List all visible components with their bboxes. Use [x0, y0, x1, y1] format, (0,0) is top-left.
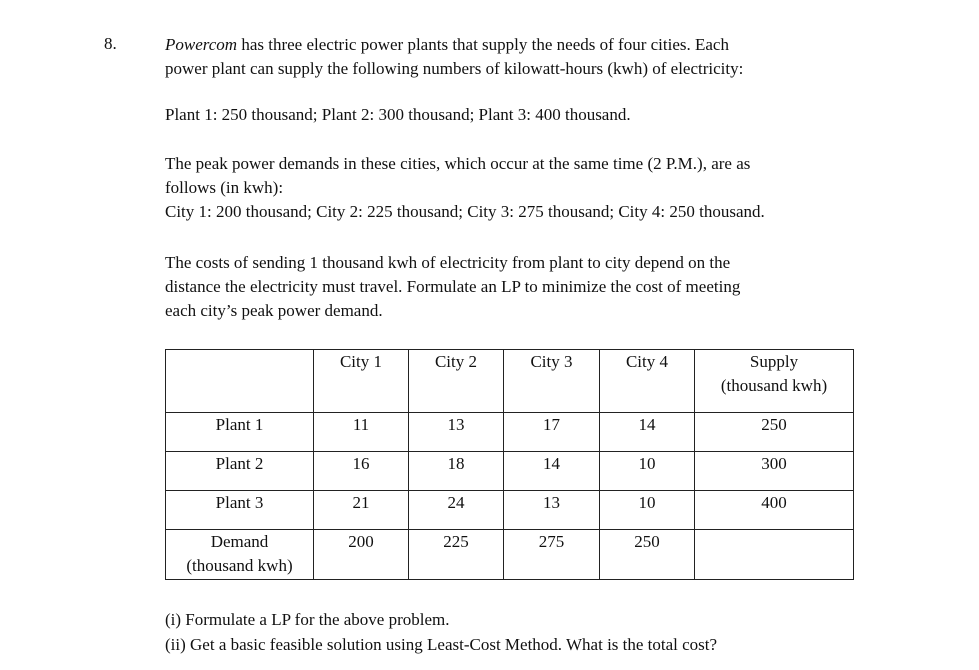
demand-supply-empty-cell — [695, 530, 854, 580]
intro-line-1-rest: has three electric power plants that supply the needs of four cities. Each — [237, 35, 729, 54]
demand-line-1: The peak power demands in these cities, which occur at the same time (2 P.M.), are as — [165, 154, 751, 173]
cost-line-2: distance the electricity must travel. Formulate an LP to minimize the cost of meeting — [165, 277, 741, 296]
table-header-row — [166, 350, 854, 413]
supply-line: Plant 1: 250 thousand; Plant 2: 300 thousand; Plant 3: 400 thousand. — [165, 105, 631, 124]
header-city-4: City 4 — [600, 350, 695, 413]
intro-paragraph — [165, 33, 870, 81]
cost-cell: 21 — [314, 491, 409, 530]
header-supply-unit: (thousand kwh) — [720, 376, 828, 395]
cost-cell: 14 — [600, 413, 695, 452]
demand-line-3: City 1: 200 thousand; City 2: 225 thousand; City 3: 275 thousand; City 4: 250 thousand. — [165, 202, 765, 221]
intro-line-2: power plant can supply the following numbers of kilowatt-hours (kwh) of electricity: — [165, 59, 744, 78]
cost-cell: 17 — [504, 413, 600, 452]
demand-label — [166, 530, 314, 580]
intro-line-1 — [165, 33, 870, 57]
questions-list — [165, 607, 717, 657]
question-i: (i) Formulate a LP for the above problem. — [165, 610, 450, 629]
table-corner-cell — [166, 350, 314, 413]
header-city-3: City 3 — [504, 350, 600, 413]
cost-paragraph — [165, 251, 870, 323]
question-ii: (ii) Get a basic feasible solution using Least-Cost Method. What is the total cost? — [165, 635, 718, 654]
header-supply-label: Supply — [749, 352, 799, 371]
demand-cell: 250 — [600, 530, 695, 580]
demand-line-2: follows (in kwh): — [165, 178, 284, 197]
cost-cell: 11 — [314, 413, 409, 452]
header-city-2: City 2 — [409, 350, 504, 413]
row-label: Plant 3 — [166, 491, 314, 530]
row-label: Plant 2 — [166, 452, 314, 491]
header-supply — [695, 350, 854, 413]
cost-cell: 18 — [409, 452, 504, 491]
row-label: Plant 1 — [166, 413, 314, 452]
cost-line-3: each city’s peak power demand. — [165, 301, 383, 320]
cost-cell: 14 — [504, 452, 600, 491]
supply-cell: 400 — [695, 491, 854, 530]
cost-line-1: The costs of sending 1 thousand kwh of electricity from plant to city depend on the — [165, 253, 731, 272]
demand-label-unit: (thousand kwh) — [186, 556, 293, 575]
demand-cell: 225 — [409, 530, 504, 580]
cost-cell: 10 — [600, 452, 695, 491]
cost-cell: 10 — [600, 491, 695, 530]
header-city-1: City 1 — [314, 350, 409, 413]
question-number: 8. — [104, 34, 117, 53]
cost-table — [165, 349, 854, 580]
demand-cell: 275 — [504, 530, 600, 580]
cost-cell: 16 — [314, 452, 409, 491]
demand-label-text: Demand — [210, 532, 269, 551]
supply-cell: 250 — [695, 413, 854, 452]
company-name: Powercom — [165, 35, 238, 54]
demand-paragraph — [165, 152, 870, 224]
table-row — [166, 491, 854, 530]
cost-cell: 13 — [409, 413, 504, 452]
demand-cell: 200 — [314, 530, 409, 580]
supply-cell: 300 — [695, 452, 854, 491]
cost-cell: 24 — [409, 491, 504, 530]
cost-cell: 13 — [504, 491, 600, 530]
table-row — [166, 413, 854, 452]
demand-row — [166, 530, 854, 580]
table-row — [166, 452, 854, 491]
